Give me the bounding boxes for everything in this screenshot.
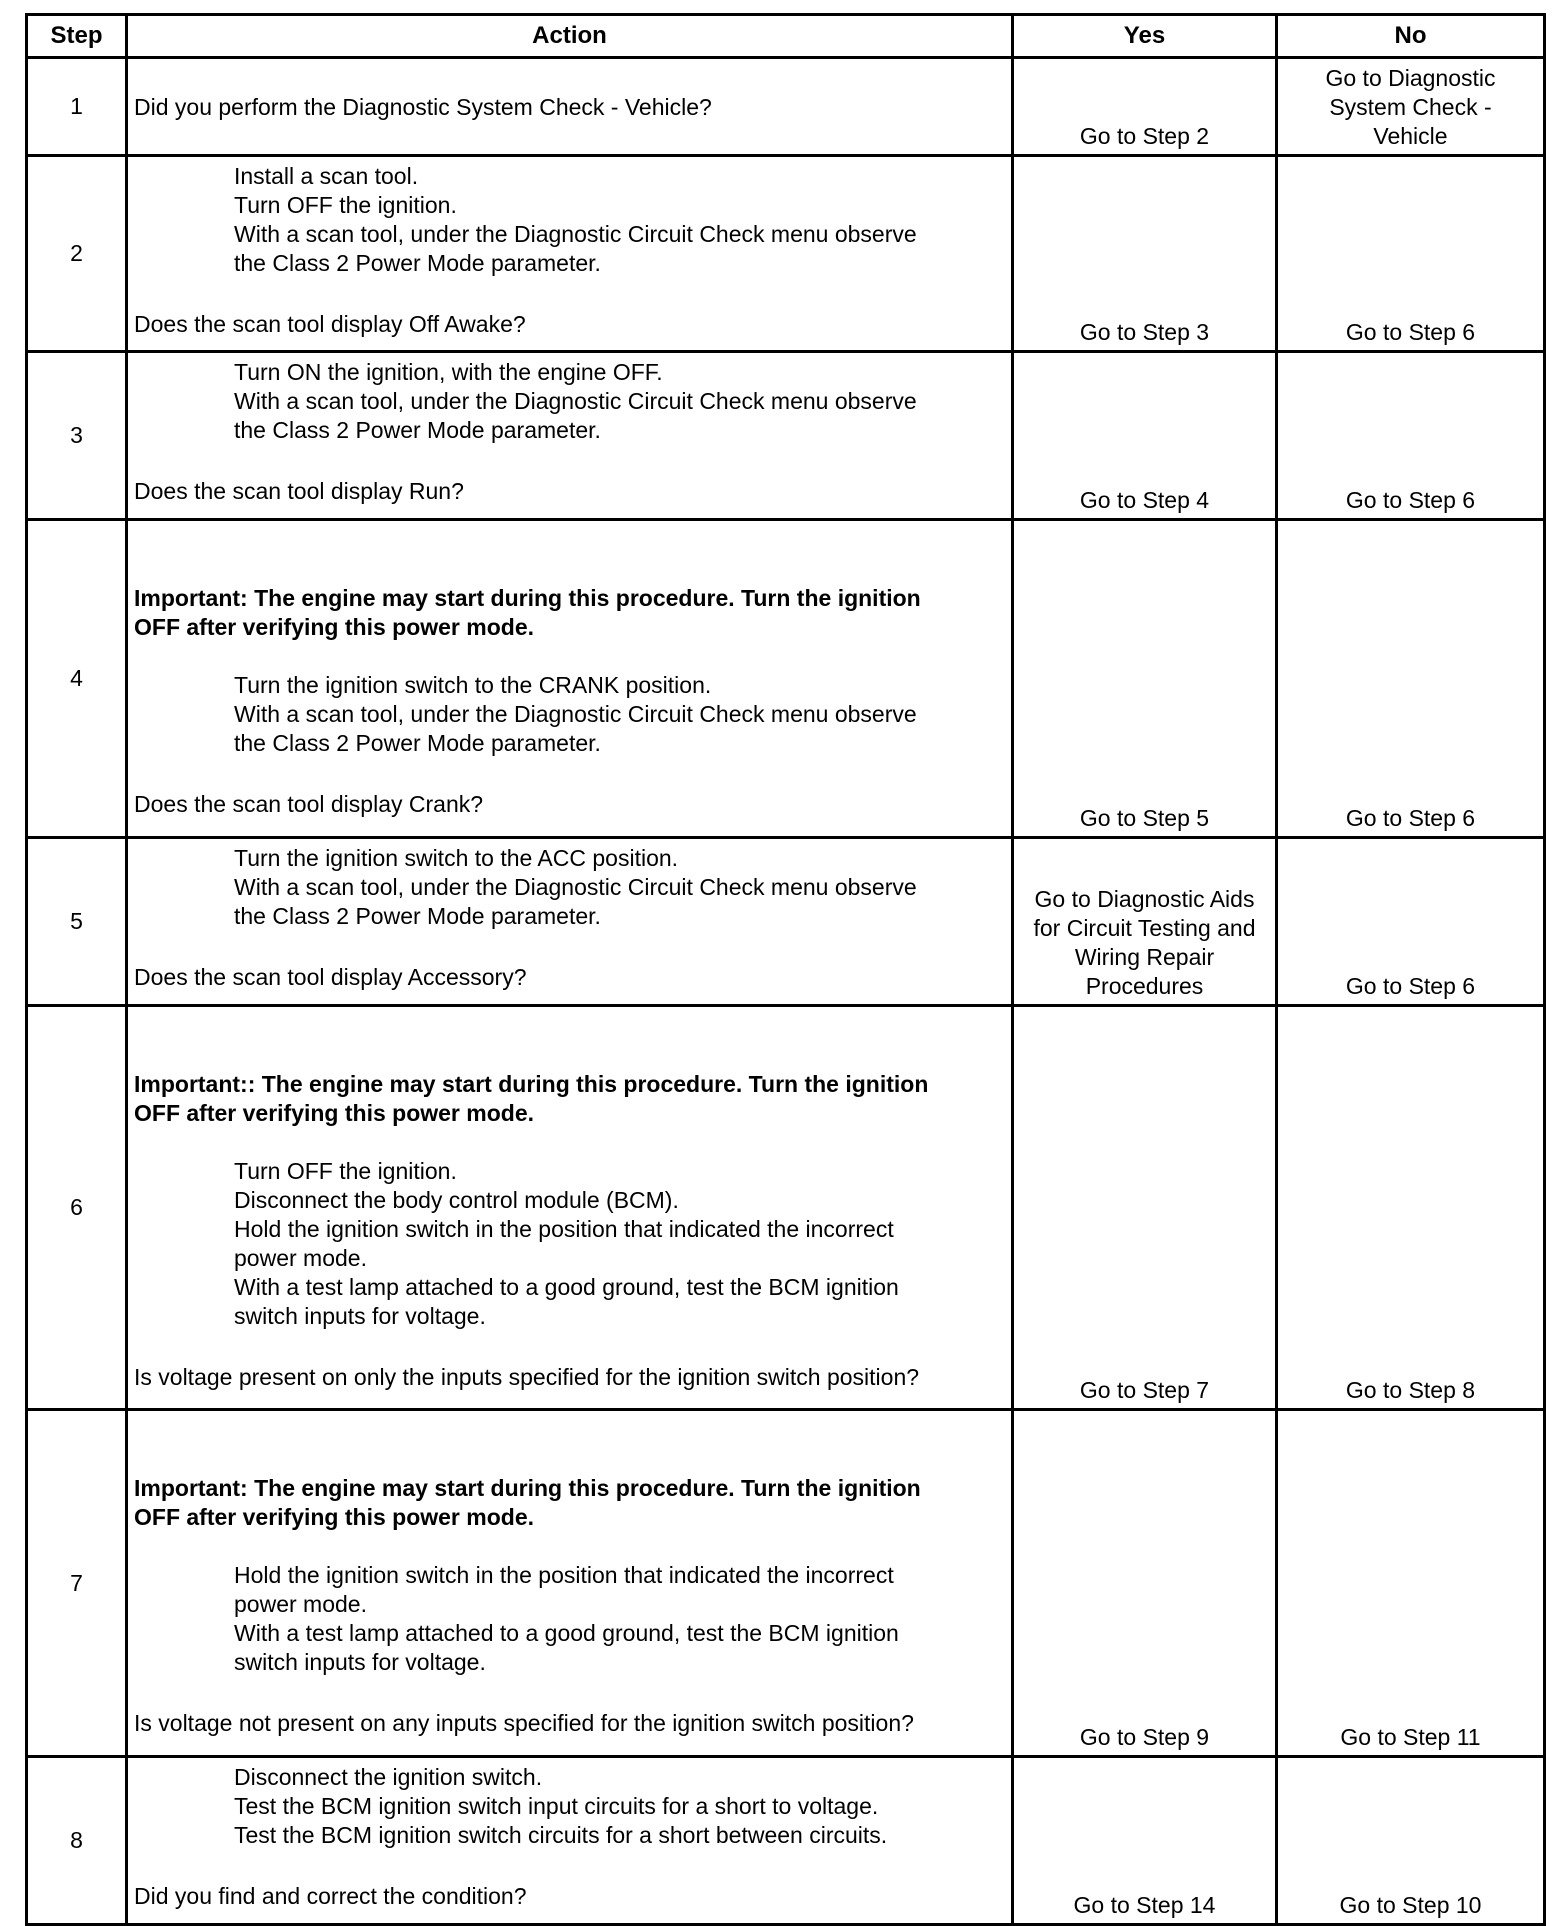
instruction-line: With a test lamp attached to a good ground, test the BCM ignition — [234, 1620, 899, 1646]
table-row — [27, 156, 1545, 352]
table-row — [27, 838, 1545, 1006]
step-number: 7 — [27, 1410, 127, 1757]
instruction-line: With a test lamp attached to a good ground, test the BCM ignition — [234, 1274, 899, 1300]
yes-result-line: for Circuit Testing and — [1033, 915, 1256, 941]
action-cell — [127, 838, 1013, 1006]
instruction-line: Test the BCM ignition switch circuits for a short between circuits. — [234, 1822, 888, 1848]
important-note-line: Important: The engine may start during this procedure. Turn the ignition — [134, 1475, 921, 1501]
no-result: Go to Step 6 — [1345, 319, 1476, 345]
table-row — [27, 1410, 1545, 1757]
header-row — [27, 15, 1545, 58]
yes-result: Go to Step 9 — [1079, 1724, 1210, 1750]
no-result-line: Go to Diagnostic — [1325, 64, 1496, 91]
no-result: Go to Step 6 — [1345, 973, 1476, 999]
instruction-line: Test the BCM ignition switch input circuits for a short to voltage. — [234, 1793, 879, 1819]
instruction-line: Install a scan tool. — [234, 163, 419, 189]
action-cell — [127, 352, 1013, 520]
instruction-line: switch inputs for voltage. — [234, 1649, 486, 1675]
yes-result: Go to Step 3 — [1079, 319, 1210, 345]
header-step: Step — [27, 15, 127, 58]
instruction-line: Disconnect the ignition switch. — [234, 1764, 543, 1790]
yes-result: Go to Step 4 — [1079, 487, 1210, 513]
action-cell — [127, 1006, 1013, 1410]
yes-result: Go to Step 7 — [1079, 1377, 1210, 1403]
no-result: Go to Step 11 — [1340, 1724, 1481, 1750]
action-cell — [127, 520, 1013, 838]
important-note-line: OFF after verifying this power mode. — [134, 614, 535, 640]
instruction-line: With a scan tool, under the Diagnostic Circuit Check menu observe — [234, 221, 917, 247]
table-row — [27, 1006, 1545, 1410]
action-cell — [127, 58, 1013, 156]
step-number: 2 — [27, 156, 127, 352]
step-number: 6 — [27, 1006, 127, 1410]
no-cell — [1277, 1757, 1545, 1925]
yes-cell — [1013, 1757, 1277, 1925]
step-number: 4 — [27, 520, 127, 838]
no-cell — [1277, 352, 1545, 520]
important-note-line: OFF after verifying this power mode. — [134, 1100, 535, 1126]
no-cell — [1277, 1006, 1545, 1410]
instruction-line: Hold the ignition switch in the position that indicated the incorrect — [234, 1216, 894, 1242]
table-row — [27, 1757, 1545, 1925]
yes-cell — [1013, 1410, 1277, 1757]
action-cell — [127, 1410, 1013, 1757]
yes-result-line: Wiring Repair — [1074, 944, 1215, 970]
instruction-line: the Class 2 Power Mode parameter. — [234, 903, 601, 929]
instruction-line: With a scan tool, under the Diagnostic Circuit Check menu observe — [234, 388, 917, 414]
instruction-line: With a scan tool, under the Diagnostic Circuit Check menu observe — [234, 874, 917, 900]
no-result: Go to Step 8 — [1345, 1377, 1476, 1403]
step-number: 3 — [27, 352, 127, 520]
step-number: 5 — [27, 838, 127, 1006]
yes-cell — [1013, 156, 1277, 352]
question-text: Is voltage not present on any inputs specified for the ignition switch position? — [134, 1710, 914, 1736]
important-note-line: Important: The engine may start during this procedure. Turn the ignition — [134, 585, 921, 611]
yes-result-line: Procedures — [1085, 973, 1204, 999]
no-cell — [1277, 58, 1545, 156]
action-cell — [127, 1757, 1013, 1925]
instruction-line: the Class 2 Power Mode parameter. — [234, 250, 601, 276]
important-note-line: OFF after verifying this power mode. — [134, 1504, 535, 1530]
yes-cell — [1013, 520, 1277, 838]
no-result-line: System Check - — [1329, 93, 1492, 120]
instruction-line: Turn ON the ignition, with the engine OFF. — [234, 359, 663, 385]
no-cell — [1277, 520, 1545, 838]
no-cell — [1277, 838, 1545, 1006]
question-text: Did you find and correct the condition? — [134, 1883, 527, 1909]
header-yes: Yes — [1013, 15, 1277, 58]
yes-cell — [1013, 58, 1277, 156]
no-result: Go to Step 10 — [1339, 1892, 1482, 1918]
instruction-line: Disconnect the body control module (BCM). — [234, 1187, 679, 1213]
action-cell — [127, 156, 1013, 352]
instruction-line: switch inputs for voltage. — [234, 1303, 486, 1329]
no-result: Go to Step 6 — [1345, 805, 1476, 831]
yes-result: Go to Step 5 — [1079, 805, 1210, 831]
no-cell — [1277, 156, 1545, 352]
instruction-line: Turn the ignition switch to the ACC position. — [234, 845, 679, 871]
instruction-line: the Class 2 Power Mode parameter. — [234, 730, 601, 756]
instruction-line: Hold the ignition switch in the position that indicated the incorrect — [234, 1562, 894, 1588]
diagnostic-table — [25, 13, 1546, 1926]
header-action: Action — [127, 15, 1013, 58]
question-text: Does the scan tool display Accessory? — [134, 964, 527, 990]
table-row — [27, 58, 1545, 156]
important-note-line: Important:: The engine may start during this procedure. Turn the ignition — [134, 1071, 929, 1097]
question-text: Did you perform the Diagnostic System Check - Vehicle? — [134, 94, 712, 120]
no-result-line: Vehicle — [1373, 122, 1448, 149]
step-number: 8 — [27, 1757, 127, 1925]
yes-result-line: Go to Diagnostic Aids — [1034, 886, 1255, 912]
yes-cell — [1013, 1006, 1277, 1410]
instruction-line: the Class 2 Power Mode parameter. — [234, 417, 601, 443]
question-text: Does the scan tool display Off Awake? — [134, 311, 526, 337]
header-no: No — [1277, 15, 1545, 58]
no-result: Go to Step 6 — [1345, 487, 1476, 513]
step-number: 1 — [27, 58, 127, 156]
instruction-line: Turn OFF the ignition. — [234, 192, 457, 218]
instruction-line: power mode. — [234, 1591, 367, 1617]
instruction-line: With a scan tool, under the Diagnostic Circuit Check menu observe — [234, 701, 917, 727]
question-text: Does the scan tool display Crank? — [134, 791, 484, 817]
yes-cell — [1013, 838, 1277, 1006]
instruction-line: Turn the ignition switch to the CRANK position. — [234, 672, 712, 698]
table-row — [27, 352, 1545, 520]
instruction-line: Turn OFF the ignition. — [234, 1158, 457, 1184]
instruction-line: power mode. — [234, 1245, 367, 1271]
yes-result: Go to Step 14 — [1073, 1892, 1216, 1918]
yes-cell — [1013, 352, 1277, 520]
question-text: Is voltage present on only the inputs specified for the ignition switch position? — [134, 1364, 920, 1390]
yes-result: Go to Step 2 — [1079, 123, 1210, 149]
question-text: Does the scan tool display Run? — [134, 478, 464, 504]
no-cell — [1277, 1410, 1545, 1757]
table-row — [27, 520, 1545, 838]
